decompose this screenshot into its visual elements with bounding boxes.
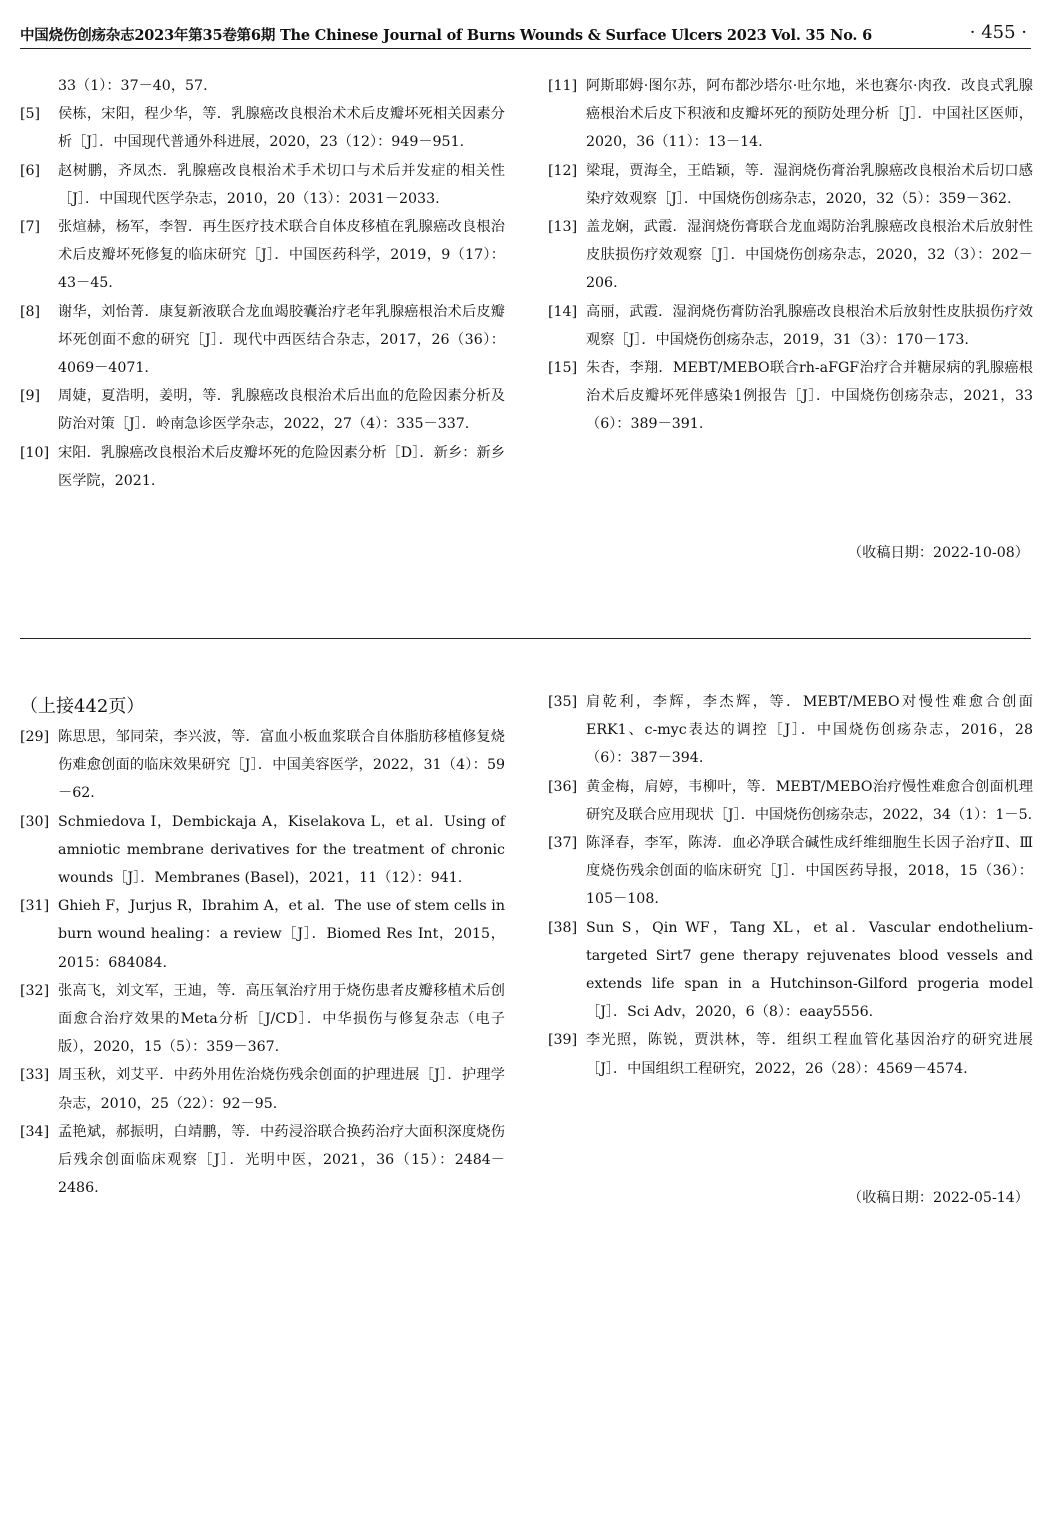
- reference-item: [548, 298, 1033, 354]
- reference-text: 陈泽春，李军，陈涛．血必净联合碱性成纤维细胞生长因子治疗Ⅱ、Ⅲ度烧伤残余创面的临床研究［J］．中国医药导报，2018，15（36）：105－108.: [586, 835, 1033, 908]
- reference-item: [20, 298, 505, 383]
- reference-number: [33]: [20, 1067, 50, 1084]
- reference-item: [20, 1061, 505, 1117]
- reference-number: [38]: [548, 919, 578, 936]
- reference-number: [32]: [20, 982, 50, 999]
- reference-number: [15]: [548, 360, 578, 377]
- reference-number: [6]: [20, 162, 41, 179]
- reference-text: 33（1）：37－40，57.: [58, 78, 208, 94]
- reference-number: [14]: [548, 303, 578, 320]
- reference-number: [9]: [20, 388, 41, 405]
- reference-number: [30]: [20, 813, 50, 830]
- reference-item: [548, 773, 1033, 829]
- reference-text: 张高飞，刘文军，王迪，等．高压氧治疗用于烧伤患者皮瓣移植术后创面愈合治疗效果的Meta分析［J/CD］．中华损伤与修复杂志（电子版），2020，15（5）：359－367.: [58, 982, 505, 1056]
- reference-item: [20, 977, 505, 1062]
- bottom-right-references: [548, 688, 1033, 1083]
- reference-number: [29]: [20, 729, 50, 745]
- reference-text: 朱杏，李翔．MEBT/MEBO联合rh-aFGF治疗合并糖尿病的乳腺癌根治术后皮瓣坏死伴感染1例报告［J］．中国烧伤创疡杂志，2021，33（6）：389－391.: [586, 360, 1033, 433]
- reference-item: [20, 213, 505, 298]
- reference-item: [20, 439, 505, 495]
- running-header: [20, 22, 1031, 49]
- reference-text: 孟艳斌，郝振明，白靖鹏，等．中药浸浴联合换药治疗大面积深度烧伤后残余创面临床观察［J］．光明中医，2021，36（15）：2484－2486.: [58, 1123, 505, 1197]
- reference-text: 周婕，夏浩明，姜明，等．乳腺癌改良根治术后出血的危险因素分析及防治对策［J］．岭南急诊医学杂志，2022，27（4）：335－337.: [58, 388, 505, 433]
- reference-item: [548, 688, 1033, 773]
- reference-text: 侯栋，宋阳，程少华，等．乳腺癌改良根治术术后皮瓣坏死相关因素分析［J］．中国现代普通外科进展，2020，23（12）：949－951.: [58, 106, 505, 151]
- page-number: · 455 ·: [969, 22, 1027, 43]
- received-date-top: （收稿日期：2022-10-08）: [847, 545, 1029, 561]
- reference-text: 谢华，刘怡菁．康复新液联合龙血竭胶囊治疗老年乳腺癌根治术后皮瓣坏死创面不愈的研究［J］．现代中西医结合杂志，2017，26（36）：4069－4071.: [58, 303, 505, 377]
- reference-number: [7]: [20, 219, 41, 236]
- reference-text: Ghieh F，Jurjus R，Ibrahim A，et al．The use of stem cells in burn wound healing：a review［J］．Biomed Res Int，2015，2015：684084.: [58, 898, 505, 971]
- reference-item: [548, 829, 1033, 914]
- reference-item: [548, 354, 1033, 439]
- reference-text: Schmiedova I，Dembickaja A，Kiselakova L，et al．Using of amniotic membrane derivatives for the treatment of chronic wounds［J］．Membranes (Basel)，2021，11（12）：941.: [58, 813, 505, 887]
- reference-text: 李光照，陈锐，贾洪林，等．组织工程血管化基因治疗的研究进展［J］．中国组织工程研究，2022，26（28）：4569－4574.: [586, 1032, 1033, 1077]
- continued-from-label: （上接442页）: [20, 696, 145, 717]
- reference-text: 张煊赫，杨军，李智．再生医疗技术联合自体皮移植在乳腺癌改良根治术后皮瓣坏死修复的临床研究［J］．中国医药科学，2019，9（17）：43－45.: [58, 219, 505, 292]
- reference-item: [20, 723, 505, 808]
- reference-number: [36]: [548, 778, 578, 795]
- reference-text: 梁琨，贾海全，王皓颖，等．湿润烧伤膏治乳腺癌改良根治术后切口感染疗效观察［J］．中国烧伤创疡杂志，2020，32（5）：359－362.: [586, 162, 1033, 207]
- reference-item: [20, 1118, 505, 1203]
- reference-number: [31]: [20, 898, 50, 915]
- reference-item: [548, 914, 1033, 1027]
- top-left-references: [20, 72, 505, 495]
- reference-item: [548, 157, 1033, 213]
- reference-item: [20, 72, 505, 100]
- journal-header-title: 中国烧伤创疡杂志2023年第35卷第6期 The Chinese Journal of Burns Wounds & Surface Ulcers 2023 Vol. 35 No. 6: [20, 27, 873, 44]
- reference-item: [548, 213, 1033, 298]
- reference-number: [5]: [20, 106, 41, 123]
- reference-item: [548, 72, 1033, 157]
- reference-number: [8]: [20, 303, 41, 320]
- bottom-left-references: [20, 723, 505, 1202]
- reference-text: 陈思思，邹同荣，李兴波，等．富血小板血浆联合自体脂肪移植修复烧伤难愈创面的临床效果研究［J］．中国美容医学，2022，31（4）：59－62.: [58, 729, 505, 802]
- section-divider: [20, 638, 1031, 639]
- reference-item: [20, 892, 505, 977]
- reference-item: [20, 808, 505, 893]
- top-right-references: [548, 72, 1033, 439]
- reference-text: Sun S，Qin WF，Tang XL，et al．Vascular endothelium-targeted Sirt7 gene therapy rejuvenates blood vessels and extends life span in a Hutchinson-Gilford progeria model［J］．Sci Adv，2020，6（8）：eaay5556.: [586, 919, 1033, 1021]
- reference-text: 盖龙娴，武霞．湿润烧伤膏联合龙血竭防治乳腺癌改良根治术后放射性皮肤损伤疗效观察［J］．中国烧伤创疡杂志，2020，32（3）：202－206.: [586, 219, 1033, 292]
- reference-number: [10]: [20, 444, 50, 461]
- reference-text: 肩乾利，李辉，李杰辉，等．MEBT/MEBO对慢性难愈合创面ERK1、c-myc表达的调控［J］．中国烧伤创疡杂志，2016，28（6）：387－394.: [586, 694, 1033, 767]
- reference-text: 周玉秋，刘艾平．中药外用佐治烧伤残余创面的护理进展［J］．护理学杂志，2010，25（22）：92－95.: [58, 1067, 505, 1112]
- reference-number: [11]: [548, 78, 578, 94]
- reference-text: 高丽，武霞．湿润烧伤膏防治乳腺癌改良根治术后放射性皮肤损伤疗效观察［J］．中国烧伤创疡杂志，2019，31（3）：170－173.: [586, 303, 1033, 348]
- reference-item: [548, 1026, 1033, 1082]
- received-date-bottom: （收稿日期：2022-05-14）: [847, 1190, 1029, 1206]
- reference-text: 赵树鹏，齐凤杰．乳腺癌改良根治术手术切口与术后并发症的相关性［J］．中国现代医学杂志，2010，20（13）：2031－2033.: [58, 162, 505, 207]
- reference-item: [20, 100, 505, 156]
- reference-number: [13]: [548, 219, 578, 236]
- reference-number: [39]: [548, 1032, 578, 1049]
- reference-item: [20, 382, 505, 438]
- reference-text: 宋阳．乳腺癌改良根治术后皮瓣坏死的危险因素分析［D］．新乡：新乡医学院，2021.: [58, 444, 505, 489]
- reference-number: [37]: [548, 835, 578, 852]
- reference-text: 阿斯耶姆·图尔苏，阿布都沙塔尔·吐尔地，米也赛尔·肉孜．改良式乳腺癌根治术后皮下积液和皮瓣坏死的预防处理分析［J］．中国社区医师，2020，36（11）：13－14.: [586, 78, 1033, 151]
- reference-item: [20, 157, 505, 213]
- reference-number: [34]: [20, 1123, 50, 1140]
- reference-number: [35]: [548, 694, 578, 710]
- reference-text: 黄金梅，肩婷，韦柳叶，等．MEBT/MEBO治疗慢性难愈合创面机理研究及联合应用现状［J］．中国烧伤创疡杂志，2022，34（1）：1－5.: [586, 778, 1033, 823]
- reference-number: [12]: [548, 162, 578, 179]
